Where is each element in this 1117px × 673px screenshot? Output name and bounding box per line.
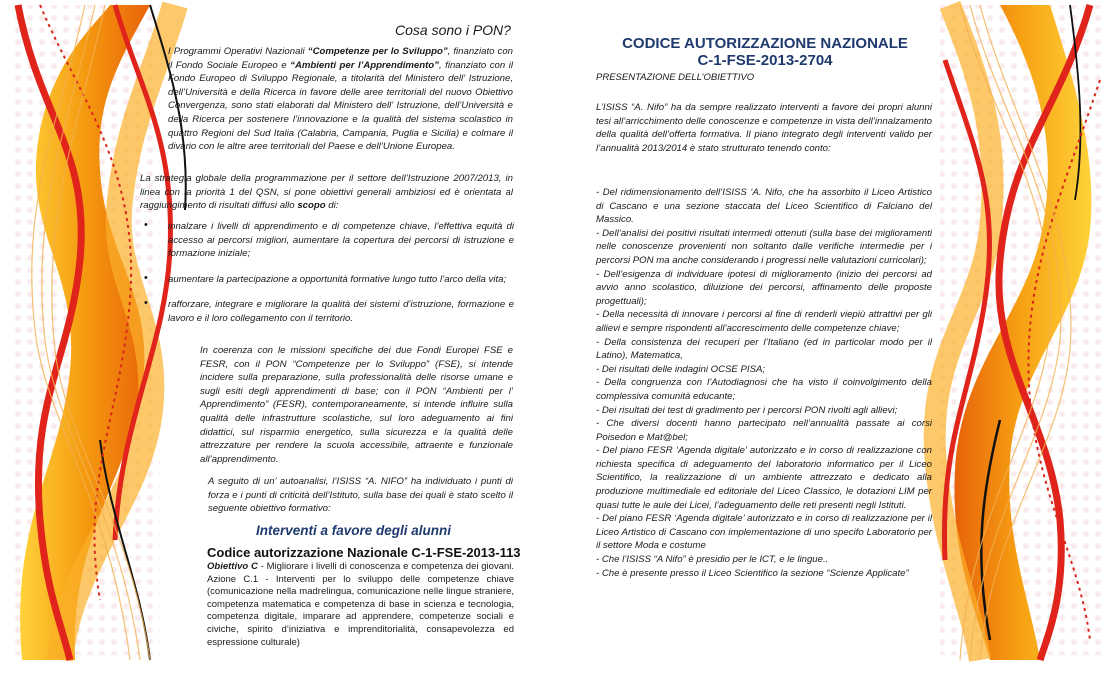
interventions-section-title: Interventi a favore degli alunni [256, 523, 452, 538]
right-title-line2: C-1-FSE-2013-2704 [697, 52, 833, 69]
bullet-item: • rafforzare, integrare e migliorare la qualità dei sistemi d’istruzione, formazione e lavoro e il loro collegamento con il territorio. [148, 298, 514, 325]
intro-bold-1: “Competenze per lo Sviluppo” [307, 46, 448, 57]
list-item: - Dei risultati dei test di gradimento per i percorsi PON rivolti agli allievi; [596, 404, 898, 416]
bullet-item: • innalzare i livelli di apprendimento e di competenze chiave, l’effettiva equità di accesso ai percorsi migliori, aumentare la copertura dei percorsi di istruzione e formazione iniziale; [148, 220, 514, 261]
list-item: - Dei risultati delle indagini OCSE PISA; [596, 363, 766, 375]
list-item: - Del piano FESR ‘Agenda digitale’ autorizzato e in corso di realizzazione per il Liceo Artistico di Cascano con implementazione di uno specifo Laboratorio per il settore Moda e costume [596, 513, 932, 552]
list-item: - Del ridimensionamento dell’ISISS ‘A. Nifo, che ha assorbito il Liceo Artistico di Cascano e una sezione staccata del Liceo Scientifico di Falciano del Massico. [596, 187, 932, 226]
objective-label: Obiettivo C [207, 561, 258, 572]
objective-presentation-subtitle: PRESENTAZIONE DELL’OBIETTIVO [596, 72, 755, 83]
objectives-bullet-list [148, 220, 514, 338]
intro-text-1: I Programmi Operativi Nazionali [168, 46, 308, 57]
list-item: - Dell’analisi dei positivi risultati intermedi ottenuti (sulla base dei miglioramenti nelle conoscenze provenienti non soltanto dalle verifiche intermedie per i percorsi PON ma anche considerando i progressi nelle valutazioni curricolari); [596, 227, 932, 266]
list-item: - Del piano FESR ‘Agenda digitale’ autorizzato e in corso di realizzazione con richiesta specifica di adeguamento del laboratorio informatico per il Liceo Scientifico, la realizzazione di un ambiente attrezzato e dedicato alla produzione multimediale ed editoriale del Liceo Classico, le dotazioni LIM per quasi tutte le aule dei Licei, l’adeguamento delle reti presenti negli Istituti. [596, 445, 932, 511]
strategy-text: La strategia globale della programmazione per il settore dell’Istruzione 2007/2013, in linea con la priorità 1 del QSN, si pone obiettivi generali ambiziosi ed è orientata al raggiungimento di risultati diffusi allo [140, 173, 513, 212]
list-item: - Dell’esigenza di individuare ipotesi di miglioramento (inizio dei percorsi ad avvio anno scolastico, diluizione dei percorsi, affinamento delle proposte progettuali); [596, 268, 932, 307]
list-item: - Della consistenza dei recuperi per l’Italiano (ed in particolar modo per il Latino), Matematica, [596, 336, 932, 362]
list-item: - Della congruenza con l’Autodiagnosi che ha visto il coinvolgimento della complessiva comunità educante; [596, 377, 932, 402]
list-item: - Che è presente presso il Liceo Scientifico la sezione “Scienze Applicate” [596, 567, 909, 579]
list-item: - Che diversi docenti hanno partecipato nell’annualità passate ai corsi Poisedon e Mat@bel; [596, 418, 932, 443]
objective-c-paragraph [207, 561, 514, 649]
left-page-title: Cosa sono i PON? [395, 22, 511, 38]
list-item: - Della necessità di innovare i percorsi al fine di renderli viepiù attrattivi per gli allievi e sempre rispondenti all’accrescimento delle competenze chiave; [596, 309, 932, 334]
intro-bold-2: “Ambienti per l’Apprendimento” [290, 59, 439, 71]
intro-text-3: , finanziato con il Fondo Europeo di Sviluppo Regionale, a titolarità del Ministero dell’ Istruzione, dell’Università e della Ricerca in favore delle aree territoriali del nuovo Obiettivo Convergenza, sono stati elaborati dal Ministero dell’ Istruzione, dell’Università e della Ricerca per sostenere l’innovazione e la qualità del sistema scolastico in quattro Regioni del Sud Italia (Calabria, Campania, Puglia e Sicilia) e colmare il divario con le altre aree territoriali del Paese e dell’Unione Europea. [168, 59, 513, 153]
pon-intro-paragraph [168, 45, 513, 154]
considerations-list [596, 186, 932, 580]
selfeval-paragraph: A seguito di un’ autoanalisi, l’ISISS “A. NIFO” ha individuato i punti di forza e i punti di criticità dell’Istituto, sulla base dei quali è stato scelto il seguente obiettivo formativo: [208, 476, 513, 515]
objective-text: - Migliorare i livelli di conoscenza e competenza dei giovani. Azione C.1 - Interventi per lo sviluppo delle competenze chiave (comunicazione nella madrelingua, comunicazione nelle lingue straniere, competenza matematica e competenza di base in scienza e tecnologia, competenza digitale, imparare ad apprendere, competenze sociali e civiche, spirito d’iniziativa e imprenditorialità, consapevolezza ed espressione culturale) [207, 561, 515, 648]
right-title-line1: CODICE AUTORIZZAZIONE NAZIONALE [622, 35, 908, 52]
right-page-title [600, 35, 930, 69]
right-intro-paragraph: L’ISISS “A. Nifo” ha da sempre realizzato interventi a favore dei propri alunni tesi all’arricchimento delle conoscenze e competenze in vista dell’innalzamento della qualità dell’offerta formativa. Il piano integrato degli interventi valido per l’annualità 2013/2014 è stato strutturato tenendo conto: [596, 102, 932, 154]
intro-text-2: , finanziato con il Fondo Sociale Europeo e [168, 46, 513, 71]
strategy-end: di: [325, 200, 339, 212]
coherence-paragraph: In coerenza con le missioni specifiche dei due Fondi Europei FSE e FESR, con il PON “Competenze per lo Sviluppo” (FSE), si intende incidere sulla preparazione, sulla professionalità delle risorse umane e sugli esiti degli apprendimenti di base; con il PON “Ambienti per l’ Apprendimento” (FESR), contemporaneamente, si intende influire sulla qualità delle infrastrutture scolastiche, sul loro adeguamento ai fini didattici, sul risparmio energetico, sulla sicurezza e la qualità delle attrezzature per rendere la scuola accessibile, attraente e funzionale all’apprendimento. [200, 345, 513, 465]
strategy-bold: scopo [297, 200, 326, 212]
national-code-title: Codice autorizzazione Nazionale C-1-FSE-2013-113 [207, 545, 521, 560]
strategy-paragraph [140, 172, 513, 213]
list-item: - Che l’ISISS “A Nifo” è presidio per le ICT, e le lingue.. [596, 554, 829, 566]
bullet-item: • aumentare la partecipazione a opportunità formative lungo tutto l’arco della vita; [148, 273, 514, 287]
